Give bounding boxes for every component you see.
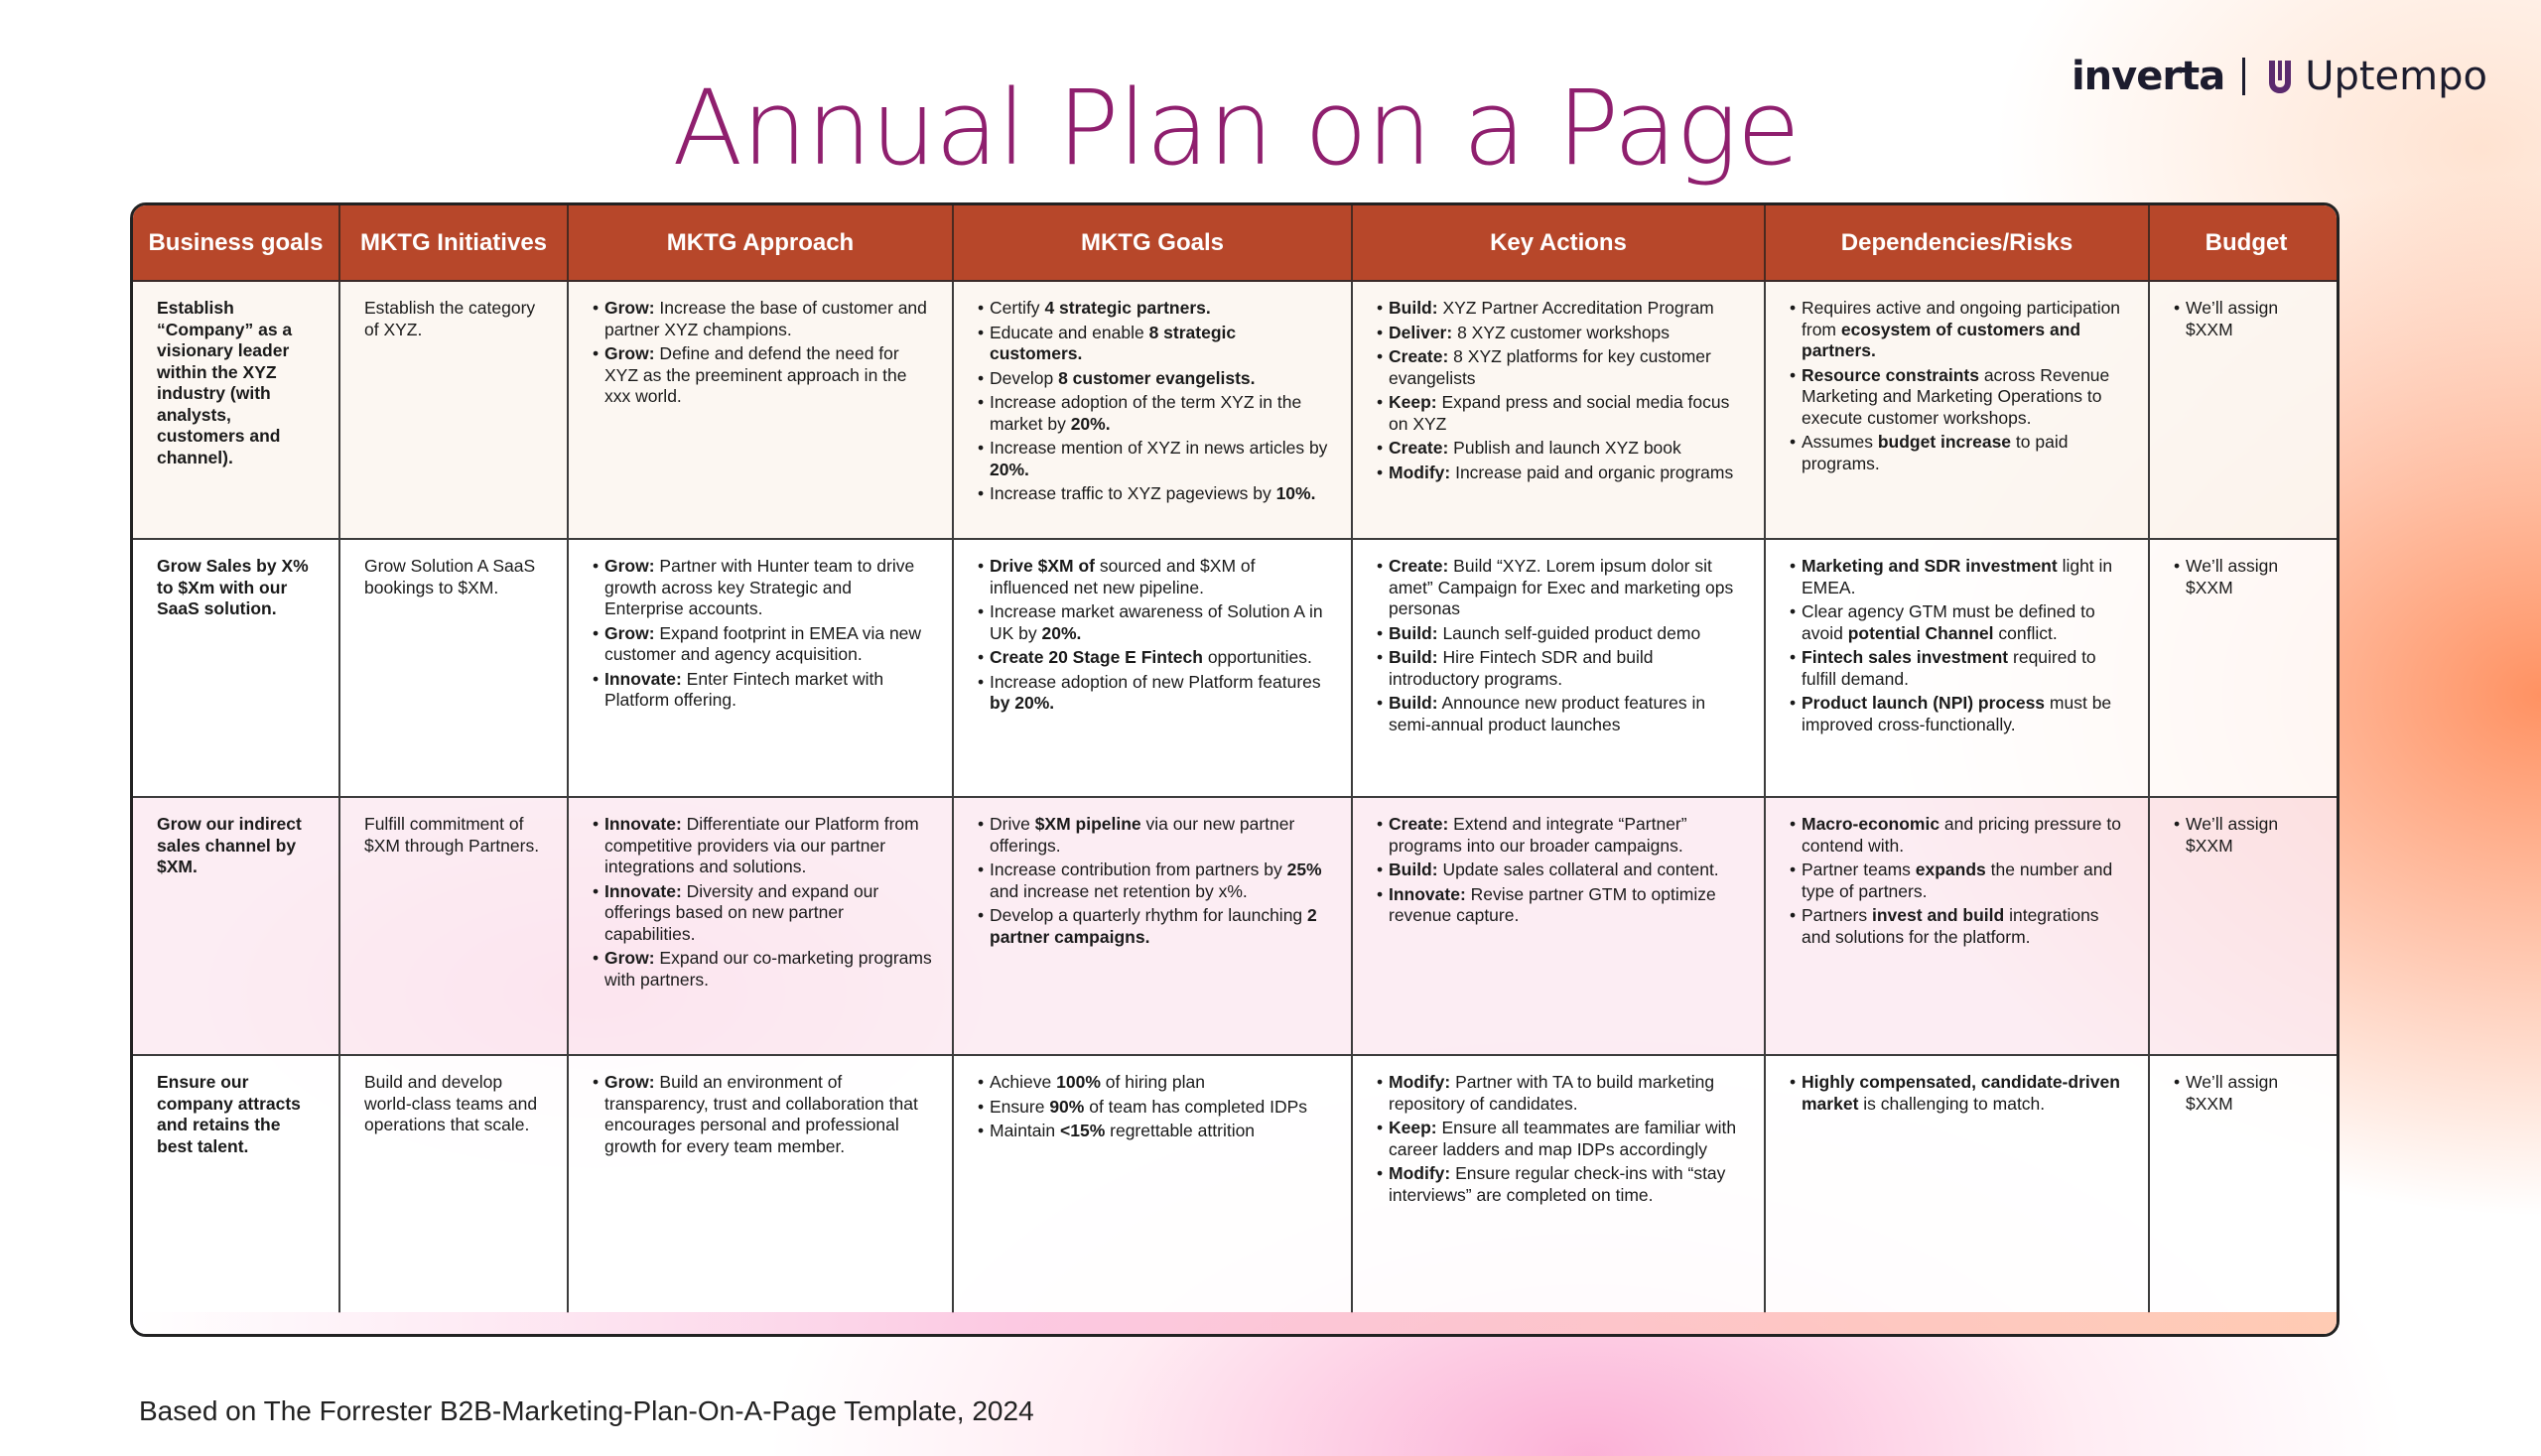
- list-item: [1790, 693, 2130, 735]
- list-item: [2174, 298, 2325, 340]
- list-item: [593, 298, 934, 340]
- goals-text: Drive: [990, 814, 1035, 834]
- goals-text: Develop a quarterly rhythm for launching: [990, 905, 1308, 925]
- goals-emphasis: 8 customer evangelists.: [1058, 367, 1256, 388]
- list-item: [593, 1072, 934, 1157]
- goals-text: of team has completed IDPs: [1084, 1096, 1308, 1117]
- approach-text: Differentiate our Platform from competitive providers via our partner integrations and solutions.: [604, 814, 919, 876]
- risks-text: to paid programs.: [1802, 432, 2069, 473]
- risks-text: Partner teams: [1802, 860, 1916, 879]
- approach-cell: [568, 539, 953, 797]
- list-item: [1377, 298, 1746, 320]
- risks-emphasis: Highly compensated, candidate-driven market: [1802, 1072, 2120, 1114]
- table-bottom-strip: [133, 1312, 2337, 1334]
- risks-text: Clear agency GTM must be defined to avoid: [1802, 601, 2095, 643]
- action-label: Build:: [1389, 693, 1438, 713]
- approach-label: Grow:: [604, 622, 655, 643]
- header-mktg-initiatives: MKTG Initiatives: [339, 205, 568, 281]
- list-item: [1790, 860, 2130, 902]
- goals-emphasis: 4 strategic partners.: [1044, 298, 1211, 318]
- list-item: [1377, 1072, 1746, 1115]
- goals-list: [978, 298, 1333, 505]
- risks-text: across Revenue Marketing and Marketing Operations to execute customer workshops.: [1802, 364, 2110, 428]
- initiative-cell: Fulfill commitment of $XM through Partners.: [339, 797, 568, 1055]
- approach-label: Innovate:: [604, 814, 682, 834]
- goals-emphasis: 10%.: [1275, 483, 1316, 503]
- goals-emphasis: 8 strategic customers.: [990, 322, 1237, 363]
- table-row: [133, 1055, 2340, 1313]
- approach-text: Partner with Hunter team to drive growth across key Strategic and Enterprise accounts.: [604, 556, 915, 618]
- approach-label: Grow:: [604, 556, 655, 576]
- risks-emphasis: invest and build: [1872, 905, 2005, 925]
- goals-text: Increase market awareness of Solution A in UK by: [990, 601, 1323, 643]
- goals-emphasis: by 20%.: [990, 693, 1055, 713]
- brand-logo: [2072, 54, 2487, 99]
- action-label: Build:: [1389, 298, 1438, 318]
- action-text: Launch self-guided product demo: [1437, 622, 1701, 643]
- list-item: [1790, 601, 2130, 644]
- mktg-goals-cell: [953, 797, 1352, 1055]
- list-item: [978, 368, 1333, 390]
- list-item: [978, 323, 1333, 365]
- budget-text: We’ll assign $XXM: [2186, 556, 2279, 597]
- action-label: Innovate:: [1389, 883, 1466, 904]
- budget-text: We’ll assign $XXM: [2186, 1072, 2279, 1114]
- actions-list: [1377, 814, 1746, 927]
- list-item: [593, 881, 934, 946]
- business-goal-cell: Ensure our company attracts and retains the best talent.: [133, 1055, 339, 1313]
- goals-text: of hiring plan: [1100, 1072, 1205, 1092]
- risks-text: is challenging to match.: [1858, 1093, 2046, 1114]
- dependencies-risks-cell: [1765, 281, 2149, 539]
- actions-list: [1377, 298, 1746, 483]
- list-item: [1790, 432, 2130, 474]
- goals-text: Increase adoption of new Platform features: [990, 671, 1321, 692]
- action-label: Build:: [1389, 622, 1438, 643]
- list-item: [978, 392, 1333, 435]
- action-text: Announce new product features in semi-annual product launches: [1389, 693, 1706, 734]
- approach-label: Grow:: [604, 1072, 655, 1092]
- action-text: XYZ Partner Accreditation Program: [1437, 298, 1714, 318]
- logo-divider: [2242, 58, 2245, 95]
- action-text: Hire Fintech SDR and build introductory programs.: [1389, 647, 1654, 689]
- action-text: Expand press and social media focus on XYZ: [1389, 392, 1730, 434]
- action-label: Modify:: [1389, 1163, 1451, 1183]
- risks-emphasis: Product launch (NPI) process: [1802, 693, 2046, 713]
- action-label: Keep:: [1389, 1118, 1437, 1137]
- list-item: [978, 601, 1333, 644]
- list-item: [978, 438, 1333, 480]
- header-budget: Budget: [2149, 205, 2340, 281]
- initiative-cell: Establish the category of XYZ.: [339, 281, 568, 539]
- risks-text: and pricing pressure to contend with.: [1802, 814, 2121, 856]
- list-item: [1790, 556, 2130, 598]
- action-text: Partner with TA to build marketing repository of candidates.: [1389, 1072, 1715, 1114]
- risks-list: [1790, 556, 2130, 735]
- goals-text: and increase net retention by x%.: [990, 880, 1248, 901]
- budget-cell: [2149, 1055, 2340, 1313]
- risks-list: [1790, 1072, 2130, 1115]
- goals-emphasis: $XM pipeline: [1034, 814, 1141, 834]
- approach-text: Define and defend the need for XYZ as the preeminent approach in the xxx world.: [604, 343, 907, 406]
- business-goal-cell: Grow our indirect sales channel by $XM.: [133, 797, 339, 1055]
- risks-text: Requires active and ongoing participation from: [1802, 298, 2121, 339]
- action-text: 8 XYZ platforms for key customer evangelists: [1389, 346, 1711, 388]
- header-business-goals: Business goals: [133, 205, 339, 281]
- goals-emphasis: 20%.: [1041, 622, 1082, 643]
- risks-emphasis: expands: [1915, 860, 1986, 879]
- goals-text: Educate and enable: [990, 322, 1149, 342]
- list-item: [978, 1121, 1333, 1142]
- list-item: [1377, 323, 1746, 344]
- risks-emphasis: Macro-economic: [1802, 814, 1940, 834]
- list-item: [593, 343, 934, 408]
- budget-list: [2174, 1072, 2325, 1115]
- risks-text: must be improved cross-functionally.: [1802, 693, 2112, 734]
- actions-list: [1377, 1072, 1746, 1206]
- approach-text: Diversity and expand our offerings based on new partner capabilities.: [604, 880, 879, 944]
- risks-text: integrations and solutions for the platform.: [1802, 905, 2099, 947]
- business-goal-cell: Establish “Company” as a visionary leader within the XYZ industry (with analysts, customers and channel).: [133, 281, 339, 539]
- mktg-goals-cell: [953, 1055, 1352, 1313]
- budget-cell: [2149, 797, 2340, 1055]
- list-item: [978, 905, 1333, 948]
- list-item: [1377, 556, 1746, 620]
- risks-emphasis: Marketing and SDR investment: [1802, 556, 2058, 576]
- budget-cell: [2149, 281, 2340, 539]
- goals-text: Achieve: [990, 1072, 1057, 1092]
- approach-text: Build an environment of transparency, trust and collaboration that encourages personal and professional growth for every team member.: [604, 1072, 918, 1156]
- goals-text: Maintain: [990, 1121, 1061, 1140]
- action-label: Keep:: [1389, 392, 1437, 412]
- risks-emphasis: potential Channel: [1847, 622, 1994, 643]
- goals-list: [978, 814, 1333, 948]
- goals-text: via our new partner offerings.: [990, 814, 1295, 856]
- goals-text: sourced and $XM of influenced net new pipeline.: [990, 556, 1256, 597]
- budget-text: We’ll assign $XXM: [2186, 814, 2279, 856]
- key-actions-cell: [1352, 797, 1765, 1055]
- action-label: Create:: [1389, 438, 1449, 458]
- goals-text: regrettable attrition: [1105, 1121, 1256, 1140]
- budget-list: [2174, 556, 2325, 598]
- list-item: [2174, 1072, 2325, 1115]
- risks-emphasis: Resource constraints: [1802, 364, 1979, 385]
- goals-emphasis: 90%: [1049, 1096, 1085, 1117]
- list-item: [593, 948, 934, 991]
- action-text: 8 XYZ customer workshops: [1452, 322, 1671, 342]
- action-text: Ensure regular check-ins with “stay interviews” are completed on time.: [1389, 1163, 1726, 1205]
- approach-cell: [568, 1055, 953, 1313]
- list-item: [978, 483, 1333, 505]
- list-item: [978, 1097, 1333, 1119]
- key-actions-cell: [1352, 539, 1765, 797]
- header-mktg-goals: MKTG Goals: [953, 205, 1352, 281]
- approach-cell: [568, 281, 953, 539]
- list-item: [1377, 814, 1746, 857]
- initiative-cell: Build and develop world-class teams and operations that scale.: [339, 1055, 568, 1313]
- list-item: [1790, 1072, 2130, 1115]
- list-item: [593, 669, 934, 712]
- goals-emphasis: 100%: [1056, 1072, 1101, 1092]
- goals-text: Develop: [990, 367, 1059, 388]
- budget-list: [2174, 298, 2325, 340]
- list-item: [1377, 693, 1746, 735]
- list-item: [1377, 623, 1746, 645]
- table-header-row: [133, 205, 2340, 281]
- risks-text: required to fulfill demand.: [1802, 647, 2096, 689]
- approach-text: Increase the base of customer and partner XYZ champions.: [604, 298, 927, 339]
- list-item: [1790, 905, 2130, 948]
- approach-list: [593, 298, 934, 408]
- header-mktg-approach: MKTG Approach: [568, 205, 953, 281]
- goals-emphasis: Drive $XM of: [990, 556, 1095, 576]
- actions-list: [1377, 556, 1746, 735]
- list-item: [2174, 556, 2325, 598]
- approach-text: Expand our co-marketing programs with partners.: [604, 948, 932, 990]
- budget-list: [2174, 814, 2325, 857]
- dependencies-risks-cell: [1765, 797, 2149, 1055]
- list-item: [1377, 392, 1746, 435]
- action-label: Create:: [1389, 814, 1449, 834]
- table-row: [133, 797, 2340, 1055]
- action-label: Create:: [1389, 346, 1449, 366]
- action-text: Ensure all teammates are familiar with career ladders and map IDPs accordingly: [1389, 1118, 1737, 1159]
- approach-label: Innovate:: [604, 880, 682, 901]
- page-title: Annual Plan on a Page: [672, 67, 1800, 189]
- list-item: [1790, 365, 2130, 430]
- list-item: [1377, 860, 1746, 881]
- goals-list: [978, 556, 1333, 715]
- approach-label: Innovate:: [604, 668, 682, 689]
- key-actions-cell: [1352, 1055, 1765, 1313]
- approach-label: Grow:: [604, 343, 655, 363]
- action-text: Build “XYZ. Lorem ipsum dolor sit amet” Campaign for Exec and marketing ops personas: [1389, 556, 1734, 618]
- list-item: [1790, 298, 2130, 362]
- list-item: [2174, 814, 2325, 857]
- action-label: Modify:: [1389, 462, 1451, 482]
- budget-cell: [2149, 539, 2340, 797]
- goals-emphasis: <15%: [1060, 1121, 1106, 1140]
- risks-text: conflict.: [1993, 622, 2058, 643]
- list-item: [978, 298, 1333, 320]
- approach-cell: [568, 797, 953, 1055]
- approach-list: [593, 814, 934, 991]
- list-item: [978, 814, 1333, 857]
- action-text: Update sales collateral and content.: [1437, 860, 1719, 879]
- list-item: [593, 556, 934, 620]
- list-item: [1377, 647, 1746, 690]
- goals-emphasis: Create 20 Stage E Fintech: [990, 647, 1203, 667]
- list-item: [1377, 346, 1746, 389]
- initiative-cell: Grow Solution A SaaS bookings to $XM.: [339, 539, 568, 797]
- table-row: [133, 281, 2340, 539]
- uptempo-logo: [2263, 54, 2487, 99]
- action-text: Revise partner GTM to optimize revenue capture.: [1389, 883, 1716, 925]
- action-text: Increase paid and organic programs: [1450, 462, 1734, 482]
- list-item: [593, 623, 934, 666]
- footer-citation: Based on The Forrester B2B-Marketing-Plan-On-A-Page Template, 2024: [139, 1395, 1034, 1426]
- list-item: [1790, 647, 2130, 690]
- action-label: Build:: [1389, 860, 1438, 879]
- inverta-logo: inverta: [2071, 54, 2225, 99]
- key-actions-cell: [1352, 281, 1765, 539]
- goals-text: Increase adoption of the term XYZ in the market by: [990, 392, 1302, 434]
- risks-emphasis: ecosystem of customers and partners.: [1802, 319, 2081, 360]
- goals-text: Increase traffic to XYZ pageviews by: [990, 483, 1276, 503]
- dependencies-risks-cell: [1765, 1055, 2149, 1313]
- list-item: [593, 814, 934, 878]
- goals-text: Increase mention of XYZ in news articles by: [990, 438, 1328, 458]
- action-label: Build:: [1389, 647, 1438, 667]
- risks-list: [1790, 298, 2130, 474]
- header-key-actions: Key Actions: [1352, 205, 1765, 281]
- goals-text: Increase contribution from partners by: [990, 860, 1287, 879]
- approach-text: Enter Fintech market with Platform offering.: [604, 668, 884, 710]
- uptempo-u-icon: [2263, 57, 2297, 96]
- goals-emphasis: 2 partner campaigns.: [990, 905, 1317, 947]
- approach-label: Grow:: [604, 948, 655, 968]
- list-item: [1377, 1118, 1746, 1160]
- risks-text: Partners: [1802, 905, 1872, 925]
- goals-text: opportunities.: [1202, 647, 1312, 667]
- action-label: Deliver:: [1389, 322, 1453, 342]
- risks-text: light in EMEA.: [1802, 556, 2113, 597]
- business-goal-cell: Grow Sales by X% to $Xm with our SaaS solution.: [133, 539, 339, 797]
- plan-table: [133, 205, 2340, 1313]
- goals-list: [978, 1072, 1333, 1142]
- budget-text: We’ll assign $XXM: [2186, 298, 2279, 339]
- table-row: [133, 539, 2340, 797]
- risks-emphasis: Fintech sales investment: [1802, 647, 2009, 667]
- risks-emphasis: budget increase: [1877, 432, 2012, 452]
- approach-text: Expand footprint in EMEA via new customer and agency acquisition.: [604, 622, 922, 664]
- approach-list: [593, 1072, 934, 1157]
- goals-emphasis: 20%.: [1070, 413, 1111, 434]
- approach-label: Grow:: [604, 298, 655, 318]
- uptempo-wordmark: Uptempo: [2305, 54, 2487, 99]
- approach-list: [593, 556, 934, 712]
- list-item: [978, 672, 1333, 715]
- goals-emphasis: 20%.: [990, 459, 1029, 479]
- goals-text: Certify: [990, 298, 1045, 318]
- dependencies-risks-cell: [1765, 539, 2149, 797]
- list-item: [1377, 438, 1746, 460]
- goals-text: Ensure: [990, 1096, 1050, 1117]
- goals-emphasis: 25%: [1286, 860, 1322, 879]
- plan-table-container: [130, 202, 2340, 1337]
- list-item: [1377, 884, 1746, 927]
- action-text: Extend and integrate “Partner” programs into our broader campaigns.: [1389, 814, 1687, 856]
- mktg-goals-cell: [953, 539, 1352, 797]
- action-label: Create:: [1389, 556, 1449, 576]
- risks-text: Assumes: [1802, 432, 1878, 452]
- list-item: [978, 647, 1333, 669]
- risks-text: the number and type of partners.: [1802, 860, 2113, 901]
- risks-list: [1790, 814, 2130, 948]
- header-dependencies-risks: Dependencies/Risks: [1765, 205, 2149, 281]
- mktg-goals-cell: [953, 281, 1352, 539]
- list-item: [1377, 463, 1746, 484]
- action-text: Publish and launch XYZ book: [1448, 438, 1681, 458]
- list-item: [978, 556, 1333, 598]
- list-item: [978, 1072, 1333, 1094]
- list-item: [978, 860, 1333, 902]
- list-item: [1377, 1163, 1746, 1206]
- list-item: [1790, 814, 2130, 857]
- action-label: Modify:: [1389, 1072, 1451, 1092]
